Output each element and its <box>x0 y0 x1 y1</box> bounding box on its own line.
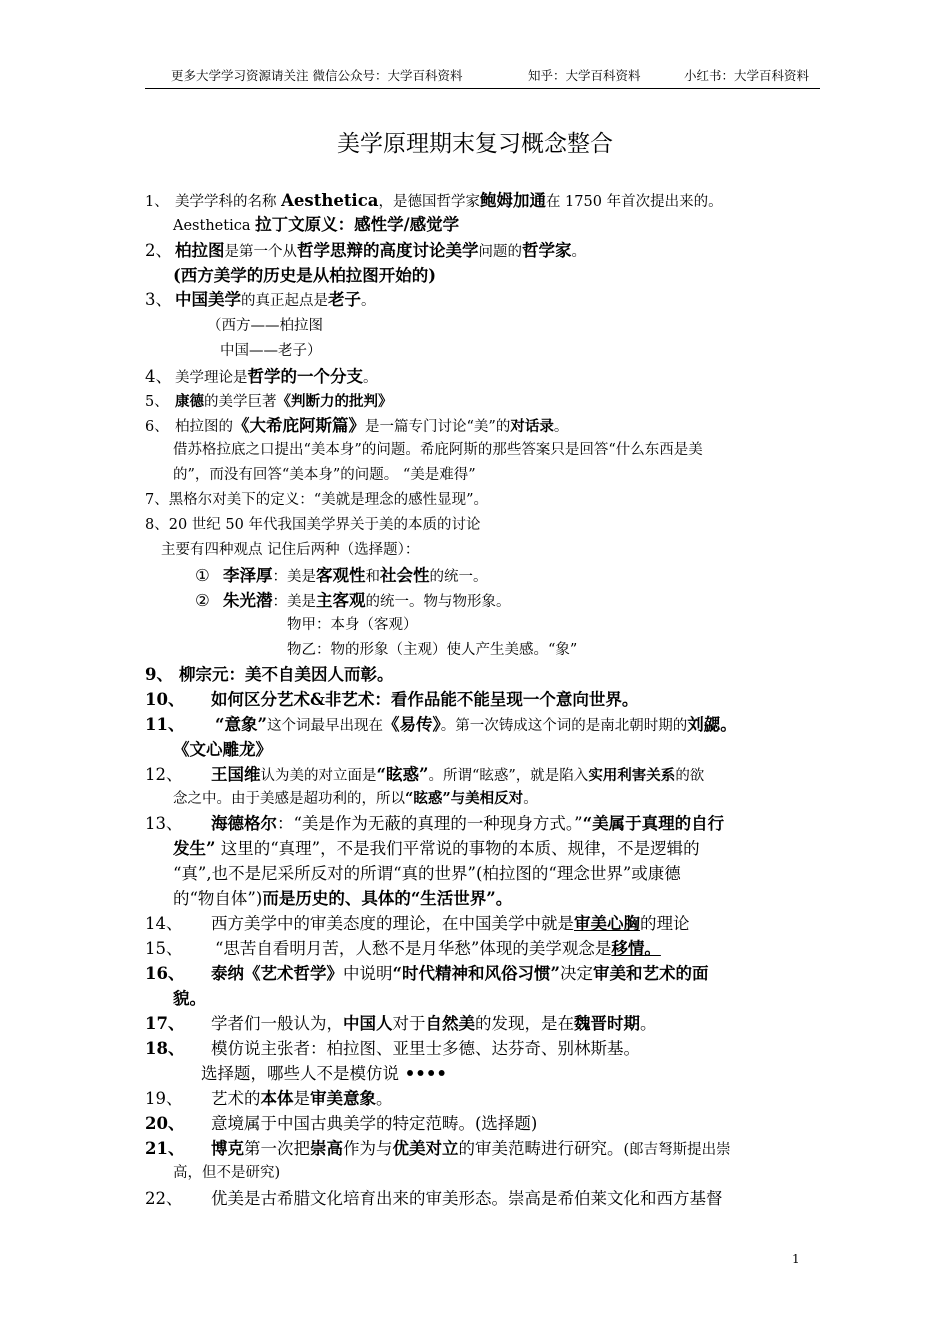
item-number: 13、 <box>145 814 183 833</box>
text-segment: 。所谓“眩惑”，就是陷入 <box>428 768 589 784</box>
text-segment: 。 <box>640 1014 657 1033</box>
text-line <box>145 1112 537 1137</box>
emphasized-text: 貌。 <box>173 989 206 1008</box>
emphasized-text: 《大希庇阿斯篇》 <box>233 416 365 435</box>
text-line <box>145 1037 640 1062</box>
item-number: 11、 <box>145 715 185 734</box>
text-line <box>145 564 488 590</box>
text-segment: 这个词最早出现在 <box>266 718 383 734</box>
emphasized-text: 如何区分艺术&非艺术：看作品能不能呈现一个意向世界。 <box>211 690 639 709</box>
item-number: 3、 <box>145 290 172 309</box>
emphasized-text: 发生” <box>173 839 216 858</box>
emphasized-text: 而是历史的、具体的“生活世界”。 <box>262 889 513 908</box>
text-segment: 的统一。物与物形象。 <box>365 594 511 610</box>
text-line <box>145 365 378 391</box>
text-segment: 在 1750 年首次提出来的。 <box>545 194 723 210</box>
emphasized-text: Aesthetica <box>281 191 379 210</box>
text-segment: Aesthetica <box>173 218 256 234</box>
text-line <box>145 489 488 511</box>
text-line <box>145 239 586 265</box>
text-segment: 决定 <box>559 964 593 983</box>
text-segment: 的真正起点是 <box>241 293 328 309</box>
emphasized-text: 审美意象 <box>310 1089 376 1108</box>
text-line <box>145 713 737 739</box>
emphasized-text: 实用利害关系 <box>588 767 676 784</box>
emphasized-text: 社会性 <box>380 566 430 585</box>
text-segment: ：“美是作为无蔽的真理的一种现身方式。” <box>277 814 583 833</box>
emphasized-text: 对话录 <box>510 418 554 435</box>
text-segment: 艺术的 <box>211 1089 261 1108</box>
item-number: 1、 <box>145 194 169 210</box>
header-zhihu-note: 知乎：大学百科资料 <box>528 68 641 83</box>
document-title: 美学原理期末复习概念整合 <box>337 131 613 157</box>
text-segment: 是一篇专门讨论“美”的 <box>365 419 511 435</box>
text-segment: 西方美学中的审美态度的理论，在中国美学中就是 <box>211 914 574 933</box>
text-line <box>145 464 476 486</box>
text-line <box>145 812 724 837</box>
text-line <box>145 214 459 237</box>
text-line <box>145 912 690 937</box>
text-segment: 。 <box>523 791 538 807</box>
emphasized-text: 老子 <box>328 290 361 309</box>
emphasized-text: “意象” <box>215 715 267 734</box>
text-segment: 第一次把 <box>244 1139 310 1158</box>
emphasized-text: 哲学家 <box>522 241 572 260</box>
emphasized-text: 审美和艺术的面 <box>592 964 709 983</box>
text-line <box>145 391 393 413</box>
text-segment: 的“物自体”) <box>173 889 263 908</box>
item-number: 17、 <box>145 1014 185 1033</box>
emphasized-text: 《易传》 <box>382 715 441 734</box>
text-line <box>145 439 703 461</box>
item-number: 16、 <box>145 964 185 983</box>
text-line <box>145 937 661 962</box>
text-line <box>145 340 322 362</box>
text-segment: 选择题，哪些人不是模仿说 <box>201 1064 399 1083</box>
text-segment: 。 <box>376 1089 393 1108</box>
text-line <box>145 415 568 438</box>
text-segment: 美学学科的名称 <box>175 194 282 210</box>
text-line <box>145 1162 280 1184</box>
header-wechat-note: 更多大学学习资源请关注 微信公众号：大学百科资料 <box>171 68 463 83</box>
emphasized-text: “美属于真理的自行 <box>582 814 725 833</box>
text-line <box>145 315 323 337</box>
emphasized-text: 崇高 <box>310 1139 343 1158</box>
text-line <box>145 288 376 314</box>
text-segment: 意境属于中国古典美学的特定范畴。(选择题) <box>211 1114 538 1133</box>
text-line <box>145 589 511 615</box>
text-segment: 和 <box>365 569 380 585</box>
text-segment: 7、黑格尔对美下的定义：“美就是理念的感性显现”。 <box>145 492 489 508</box>
text-line <box>145 962 708 987</box>
text-line <box>145 1187 723 1212</box>
text-segment: “思苦自看明月苦，人愁不是月华愁”体现的美学观念是 <box>215 939 612 958</box>
text-segment: 的审美范畴进行研究。 <box>458 1139 624 1158</box>
emphasized-text: 移情。 <box>611 939 661 958</box>
emphasized-text: 审美心胸 <box>574 914 640 933</box>
emphasized-text: “眩惑” <box>376 765 429 784</box>
text-segment: 物甲：本身（客观） <box>287 617 418 633</box>
text-segment: 8、20 世纪 50 年代我国美学界关于美的本质的讨论 <box>145 517 481 533</box>
text-segment: 的美学巨著 <box>204 394 277 410</box>
item-number: 14、 <box>145 914 183 933</box>
item-number: 12、 <box>145 765 183 784</box>
emphasized-text: 康德 <box>175 393 204 410</box>
text-line <box>145 1062 447 1087</box>
emphasized-text: 朱光潜 <box>223 591 273 610</box>
item-number: 21、 <box>145 1139 185 1158</box>
text-segment: ：美是 <box>272 594 316 610</box>
text-line <box>145 763 704 789</box>
text-segment: 。 <box>571 244 586 260</box>
item-number: ① <box>195 566 210 585</box>
text-line <box>145 639 577 661</box>
text-segment: “真”,也不是尼采所反对的所谓“真的世界”(柏拉图的“理念世界”或康德 <box>173 864 681 883</box>
text-segment: 的发现，是在 <box>475 1014 574 1033</box>
text-segment: 学者们一般认为， <box>211 1014 343 1033</box>
text-segment: 中国——老子） <box>220 343 322 359</box>
text-segment: 问题的 <box>478 244 522 260</box>
emphasized-text: 王国维 <box>211 765 261 784</box>
text-segment: 。 <box>361 293 376 309</box>
item-number: ② <box>195 591 210 610</box>
emphasized-text: 《判断力的批判》 <box>276 393 393 410</box>
text-segment: （西方——柏拉图 <box>207 318 323 334</box>
text-line <box>145 887 512 912</box>
text-line <box>145 1137 731 1163</box>
text-segment: 这里的“真理”，不是我们平常说的事物的本质、规律，不是逻辑的 <box>215 839 700 858</box>
emphasized-text: 主客观 <box>316 591 366 610</box>
emphasized-text: “时代精神和风俗习惯” <box>392 964 560 983</box>
text-segment: (郎吉弩斯提出崇 <box>623 1142 731 1158</box>
text-segment: 对于 <box>392 1014 426 1033</box>
emphasized-text: 优美对立 <box>392 1139 459 1158</box>
emphasized-text: 哲学的一个分支 <box>247 367 363 386</box>
text-segment: 的”，而没有回答“美本身”的问题。 “美是难得” <box>173 467 476 483</box>
emphasized-text: 魏晋时期 <box>574 1014 640 1033</box>
emphasized-text: 拉丁文原义：感性学/感觉学 <box>255 215 460 234</box>
text-segment: 柏拉图的 <box>175 419 233 435</box>
text-segment: 高，但不是研究) <box>173 1165 281 1181</box>
emphasized-text: 自然美 <box>425 1014 475 1033</box>
emphasized-text: 海德格尔 <box>211 814 277 833</box>
item-number: 15、 <box>145 939 183 958</box>
text-segment: 模仿说主张者：柏拉图、亚里士多德、达芬奇、别林斯基。 <box>211 1039 640 1058</box>
item-number: 4、 <box>145 367 172 386</box>
text-line <box>145 788 538 810</box>
text-segment: 念之中。由于美感是超功利的，所以 <box>173 791 405 807</box>
emphasized-text: 中国美学 <box>175 290 241 309</box>
text-segment: 美学理论是 <box>175 370 248 386</box>
emphasized-text: 柳宗元：美不自美因人而彰。 <box>179 665 394 684</box>
page-header <box>145 66 820 89</box>
text-segment: 。第一次铸成这个词的是南北朝时期的 <box>440 718 688 734</box>
page-number: 1 <box>792 1252 800 1266</box>
emphasized-text: 中国人 <box>343 1014 393 1033</box>
header-xiaohongshu-note: 小红书：大学百科资料 <box>684 68 810 83</box>
emphasized-text: 泰纳 <box>211 964 244 983</box>
item-number: 6、 <box>145 419 169 435</box>
item-number: 22、 <box>145 1189 183 1208</box>
item-number: 19、 <box>145 1089 183 1108</box>
emphasized-text: (西方美学的历史是从柏拉图开始的) <box>173 266 437 285</box>
text-segment: 是 <box>293 1089 310 1108</box>
emphasized-text: •••• <box>399 1064 447 1083</box>
emphasized-text: 哲学思辩的高度讨论美学 <box>297 241 479 260</box>
text-segment: ，是德国哲学家 <box>378 194 480 210</box>
text-segment: 认为美的对立面是 <box>260 768 377 784</box>
emphasized-text: 客观性 <box>316 566 366 585</box>
text-line <box>145 663 394 688</box>
text-segment: 。 <box>363 370 378 386</box>
text-segment: 是第一个从 <box>224 244 297 260</box>
emphasized-text: 《文心雕龙》 <box>173 740 272 759</box>
text-line <box>145 539 419 561</box>
text-segment: 主要有四种观点 记住后两种（选择题）： <box>161 542 420 558</box>
text-line <box>145 190 723 213</box>
emphasized-text: 刘勰。 <box>687 715 737 734</box>
text-line <box>145 1012 657 1037</box>
text-line <box>145 514 480 536</box>
text-segment: 作为与 <box>343 1139 393 1158</box>
item-number: 9、 <box>145 665 173 684</box>
text-segment: ：美是 <box>272 569 316 585</box>
text-line <box>145 1087 393 1112</box>
text-segment: 中说明 <box>343 964 393 983</box>
text-segment: 物乙：物的形象（主观）使人产生美感。“象” <box>287 642 578 658</box>
emphasized-text: 柏拉图 <box>175 241 225 260</box>
text-segment: 。 <box>553 419 569 435</box>
emphasized-text: 鲍姆加通 <box>479 191 546 210</box>
text-line <box>145 738 272 763</box>
text-line <box>145 688 638 713</box>
item-number: 20、 <box>145 1114 185 1133</box>
item-number: 10、 <box>145 690 185 709</box>
item-number: 2、 <box>145 241 172 260</box>
text-line <box>145 264 436 289</box>
text-segment: 借苏格拉底之口提出“美本身”的问题。希庇阿斯的那些答案只是回答“什么东西是美 <box>173 442 703 458</box>
emphasized-text: 《艺术哲学》 <box>244 964 343 983</box>
text-segment: 优美是古希腊文化培育出来的审美形态。崇高是希伯莱文化和西方基督 <box>211 1189 723 1208</box>
text-segment: 的统一。 <box>429 569 488 585</box>
item-number: 5、 <box>145 394 169 410</box>
emphasized-text: 李泽厚 <box>223 566 273 585</box>
text-line <box>145 862 681 887</box>
item-number: 18、 <box>145 1039 185 1058</box>
emphasized-text: 本体 <box>260 1089 294 1108</box>
emphasized-text: 博克 <box>211 1139 244 1158</box>
text-line <box>145 837 700 862</box>
text-line <box>145 987 206 1012</box>
text-segment: 的欲 <box>675 768 705 784</box>
text-line <box>145 614 418 636</box>
emphasized-text: “眩惑”与美相反对 <box>405 790 524 807</box>
text-segment: 的理论 <box>640 914 690 933</box>
